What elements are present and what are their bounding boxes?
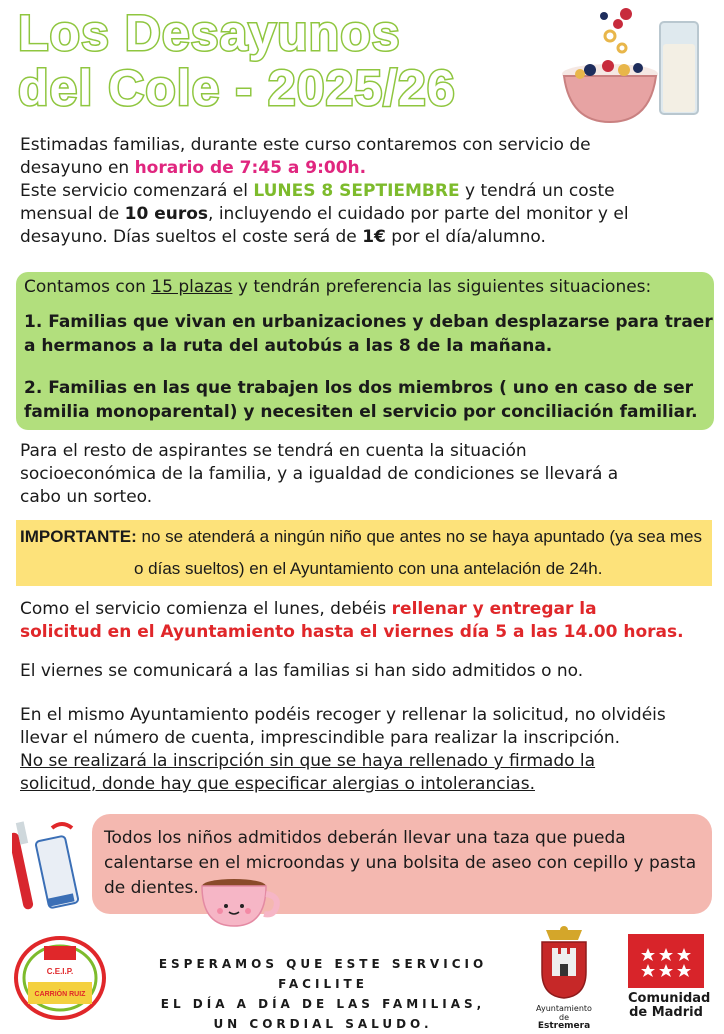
school-logo xyxy=(14,936,106,1020)
toothbrush-icon xyxy=(12,818,92,918)
application-line-4: solicitud, donde hay que especificar alergias o intolerancias. xyxy=(20,774,535,794)
deadline-paragraph xyxy=(20,598,720,644)
intro-text: y tendrá un coste xyxy=(459,181,615,201)
cup-line-1: Todos los niños admitidos deberán llevar una taza que pueda xyxy=(104,828,626,848)
madrid-flag-icon xyxy=(628,934,704,988)
cup-requirement-box xyxy=(92,814,712,914)
intro-text: , incluyendo el cuidado por parte del monitor y el xyxy=(208,204,629,224)
town-hall-label-1: Ayuntamiento de xyxy=(536,1004,592,1022)
places-lead xyxy=(24,276,651,299)
deadline-line-1 xyxy=(20,598,720,621)
application-line-2: llevar el número de cuenta, imprescindible para realizar la inscripción. xyxy=(20,728,621,748)
closing-line-3: UN CORDIAL SALUDO. xyxy=(213,1017,433,1031)
important-text: no se atenderá a ningún niño que antes no se haya apuntado (ya sea mes xyxy=(136,527,702,546)
start-date-highlight: LUNES 8 SEPTIEMBRE xyxy=(253,181,460,201)
important-line-1 xyxy=(20,524,702,550)
cup-line-3: de dientes. xyxy=(104,878,199,898)
priority-item-1 xyxy=(24,310,714,358)
application-paragraph xyxy=(20,704,720,796)
intro-line-2 xyxy=(20,157,710,180)
comunidad-madrid-logo xyxy=(628,934,711,1022)
monthly-cost: 10 euros xyxy=(124,204,209,224)
intro-text: mensual de xyxy=(20,204,125,224)
town-hall-label-2: Estremera xyxy=(537,1021,591,1031)
places-box xyxy=(16,272,714,430)
intro-text: desayuno. Días sueltos el coste será de xyxy=(20,227,363,247)
bowl-icon xyxy=(564,76,656,122)
closing-line-2: EL DÍA A DÍA DE LAS FAMILIAS, xyxy=(160,997,486,1011)
deadline-highlight: rellenar y entregar la xyxy=(391,599,597,619)
important-box xyxy=(16,520,712,586)
intro-text: Este servicio comenzará el xyxy=(20,181,254,201)
madrid-label-2: de Madrid xyxy=(629,1005,703,1020)
intro-paragraph xyxy=(20,134,710,249)
deadline-text: Como el servicio comienza el lunes, debéis xyxy=(20,599,392,619)
cup-icon xyxy=(196,878,284,930)
schedule-highlight: horario de 7:45 a 9:00h. xyxy=(134,158,367,178)
priority-item-2 xyxy=(24,376,714,424)
town-hall-logo xyxy=(532,924,596,1031)
other-applicants-line-2: socioeconómica de la familia, y a igualdad de condiciones se llevará a xyxy=(20,464,619,484)
other-applicants-line-1: Para el resto de aspirantes se tendrá en cuenta la situación xyxy=(20,441,527,461)
intro-text: desayuno en xyxy=(20,158,135,178)
svg-text:C.E.I.P.: C.E.I.P. xyxy=(46,967,74,976)
title-line-2: del Cole - 2025/26 xyxy=(18,60,456,116)
intro-line-3 xyxy=(20,180,710,203)
other-applicants-paragraph xyxy=(20,440,710,509)
closing-message xyxy=(128,954,518,1034)
cup-requirement-text xyxy=(104,826,704,901)
places-count: 15 plazas xyxy=(151,277,233,297)
priority-item-1-line-1: 1. Familias que vivan en urbanizaciones y deban desplazarse para traer xyxy=(24,312,713,332)
important-line-2: o días sueltos) en el Ayuntamiento con una antelación de 24h. xyxy=(134,559,603,578)
madrid-label-1: Comunidad xyxy=(628,991,711,1006)
page-title xyxy=(18,6,578,116)
cup-line-2: calentarse en el microondas y una bolsita de aseo con cepillo y pasta xyxy=(104,853,697,873)
daily-cost: 1€ xyxy=(362,227,386,247)
coat-of-arms-icon xyxy=(532,924,596,1000)
svg-text:CARRIÓN RUIZ: CARRIÓN RUIZ xyxy=(34,991,86,998)
important-label: IMPORTANTE: xyxy=(20,527,137,546)
priority-item-2-line-2: familia monoparental) y necesiten el servicio por conciliación familiar. xyxy=(24,402,698,422)
intro-line-5 xyxy=(20,226,710,249)
priority-item-2-line-1: 2. Familias en las que trabajen los dos miembros ( uno en caso de ser xyxy=(24,378,694,398)
application-line-3: No se realizará la inscripción sin que se haya rellenado y firmado la xyxy=(20,751,596,771)
intro-text: por el día/alumno. xyxy=(385,227,546,247)
places-text: y tendrán preferencia las siguientes situaciones: xyxy=(232,277,652,297)
intro-line-1: Estimadas familias, durante este curso contaremos con servicio de xyxy=(20,135,591,155)
priority-item-1-line-2: a hermanos a la ruta del autobús a las 8 de la mañana. xyxy=(24,336,553,356)
intro-line-4 xyxy=(20,203,710,226)
deadline-line-2: solicitud en el Ayuntamiento hasta el viernes día 5 a las 14.00 horas. xyxy=(20,622,684,642)
breakfast-illustration xyxy=(560,4,710,126)
title-line-1: Los Desayunos xyxy=(18,5,401,61)
other-applicants-line-3: cabo un sorteo. xyxy=(20,487,153,507)
closing-line-1: ESPERAMOS QUE ESTE SERVICIO FACILITE xyxy=(158,957,488,991)
places-text: Contamos con xyxy=(24,277,152,297)
friday-notice: El viernes se comunicará a las familias si han sido admitidos o no. xyxy=(20,661,584,681)
application-line-1: En el mismo Ayuntamiento podéis recoger y rellenar la solicitud, no olvidéis xyxy=(20,705,666,725)
